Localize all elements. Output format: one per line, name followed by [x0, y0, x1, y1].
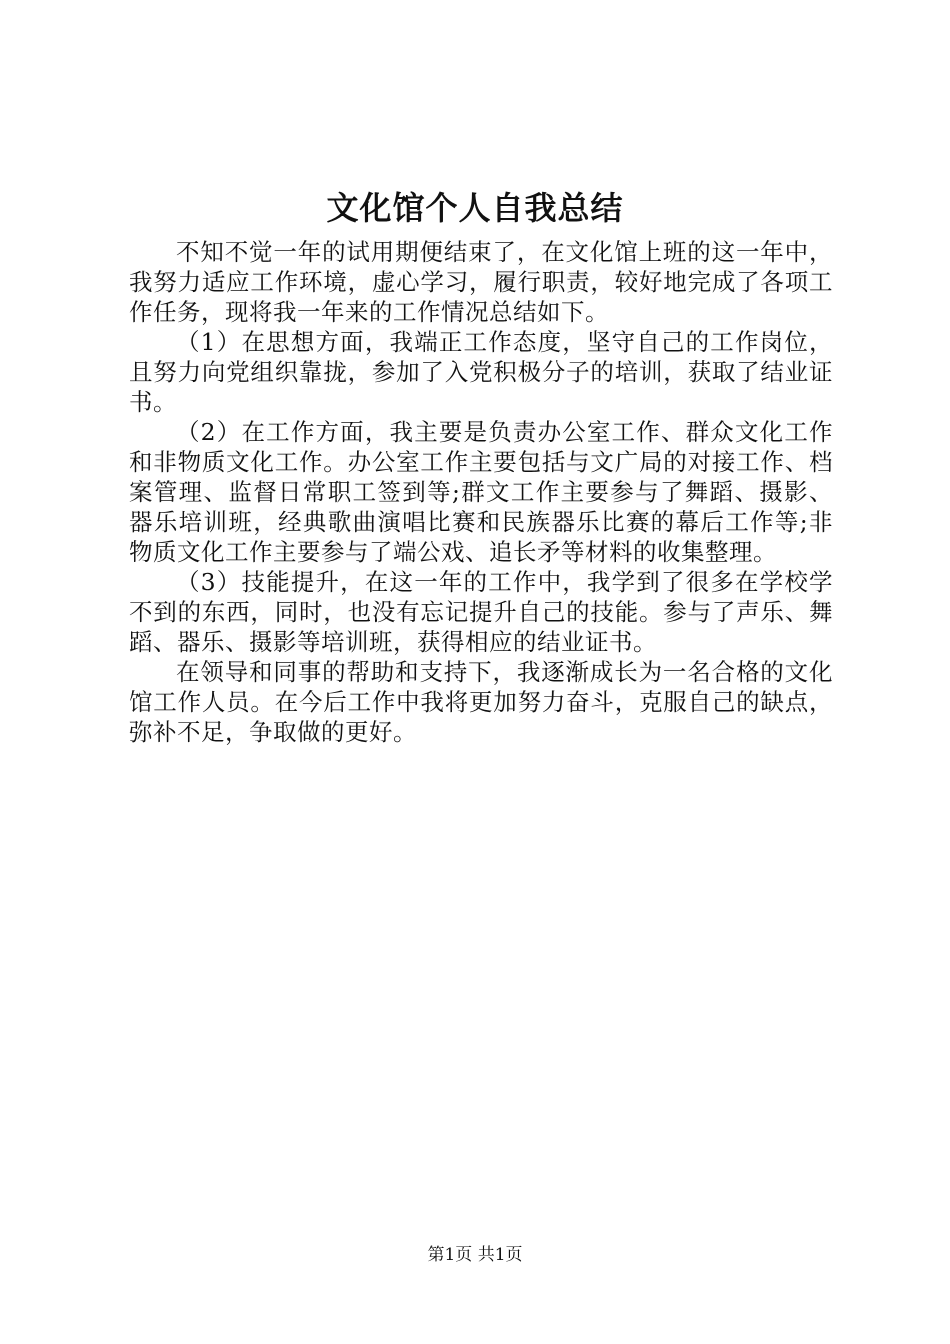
- document-title: 文化馆个人自我总结: [326, 189, 624, 227]
- paragraph-ideology: （1）在思想方面，我端正工作态度，坚守自己的工作岗位，且努力向党组织靠拢，参加了入党积极分子的培训，获取了结业证书。: [129, 328, 833, 416]
- page-footer: 第1页 共1页: [427, 1245, 523, 1265]
- document-body: [129, 237, 833, 747]
- paragraph-work: （2）在工作方面，我主要是负责办公室工作、群众文化工作和非物质文化工作。办公室工作主要包括与文广局的对接工作、档案管理、监督日常职工签到等;群文工作主要参与了舞蹈、摄影、器乐培训班，经典歌曲演唱比赛和民族器乐比赛的幕后工作等;非物质文化工作主要参与了端公戏、追长矛等材料的收集整理。: [129, 418, 833, 566]
- paragraph-conclusion: 在领导和同事的帮助和支持下，我逐渐成长为一名合格的文化馆工作人员。在今后工作中我将更加努力奋斗，克服自己的缺点，弥补不足，争取做的更好。: [129, 658, 833, 746]
- paragraph-intro: 不知不觉一年的试用期便结束了，在文化馆上班的这一年中，我努力适应工作环境，虚心学习，履行职责，较好地完成了各项工作任务，现将我一年来的工作情况总结如下。: [129, 238, 833, 326]
- paragraph-skills: （3）技能提升，在这一年的工作中，我学到了很多在学校学不到的东西，同时，也没有忘记提升自己的技能。参与了声乐、舞蹈、器乐、摄影等培训班，获得相应的结业证书。: [129, 568, 833, 656]
